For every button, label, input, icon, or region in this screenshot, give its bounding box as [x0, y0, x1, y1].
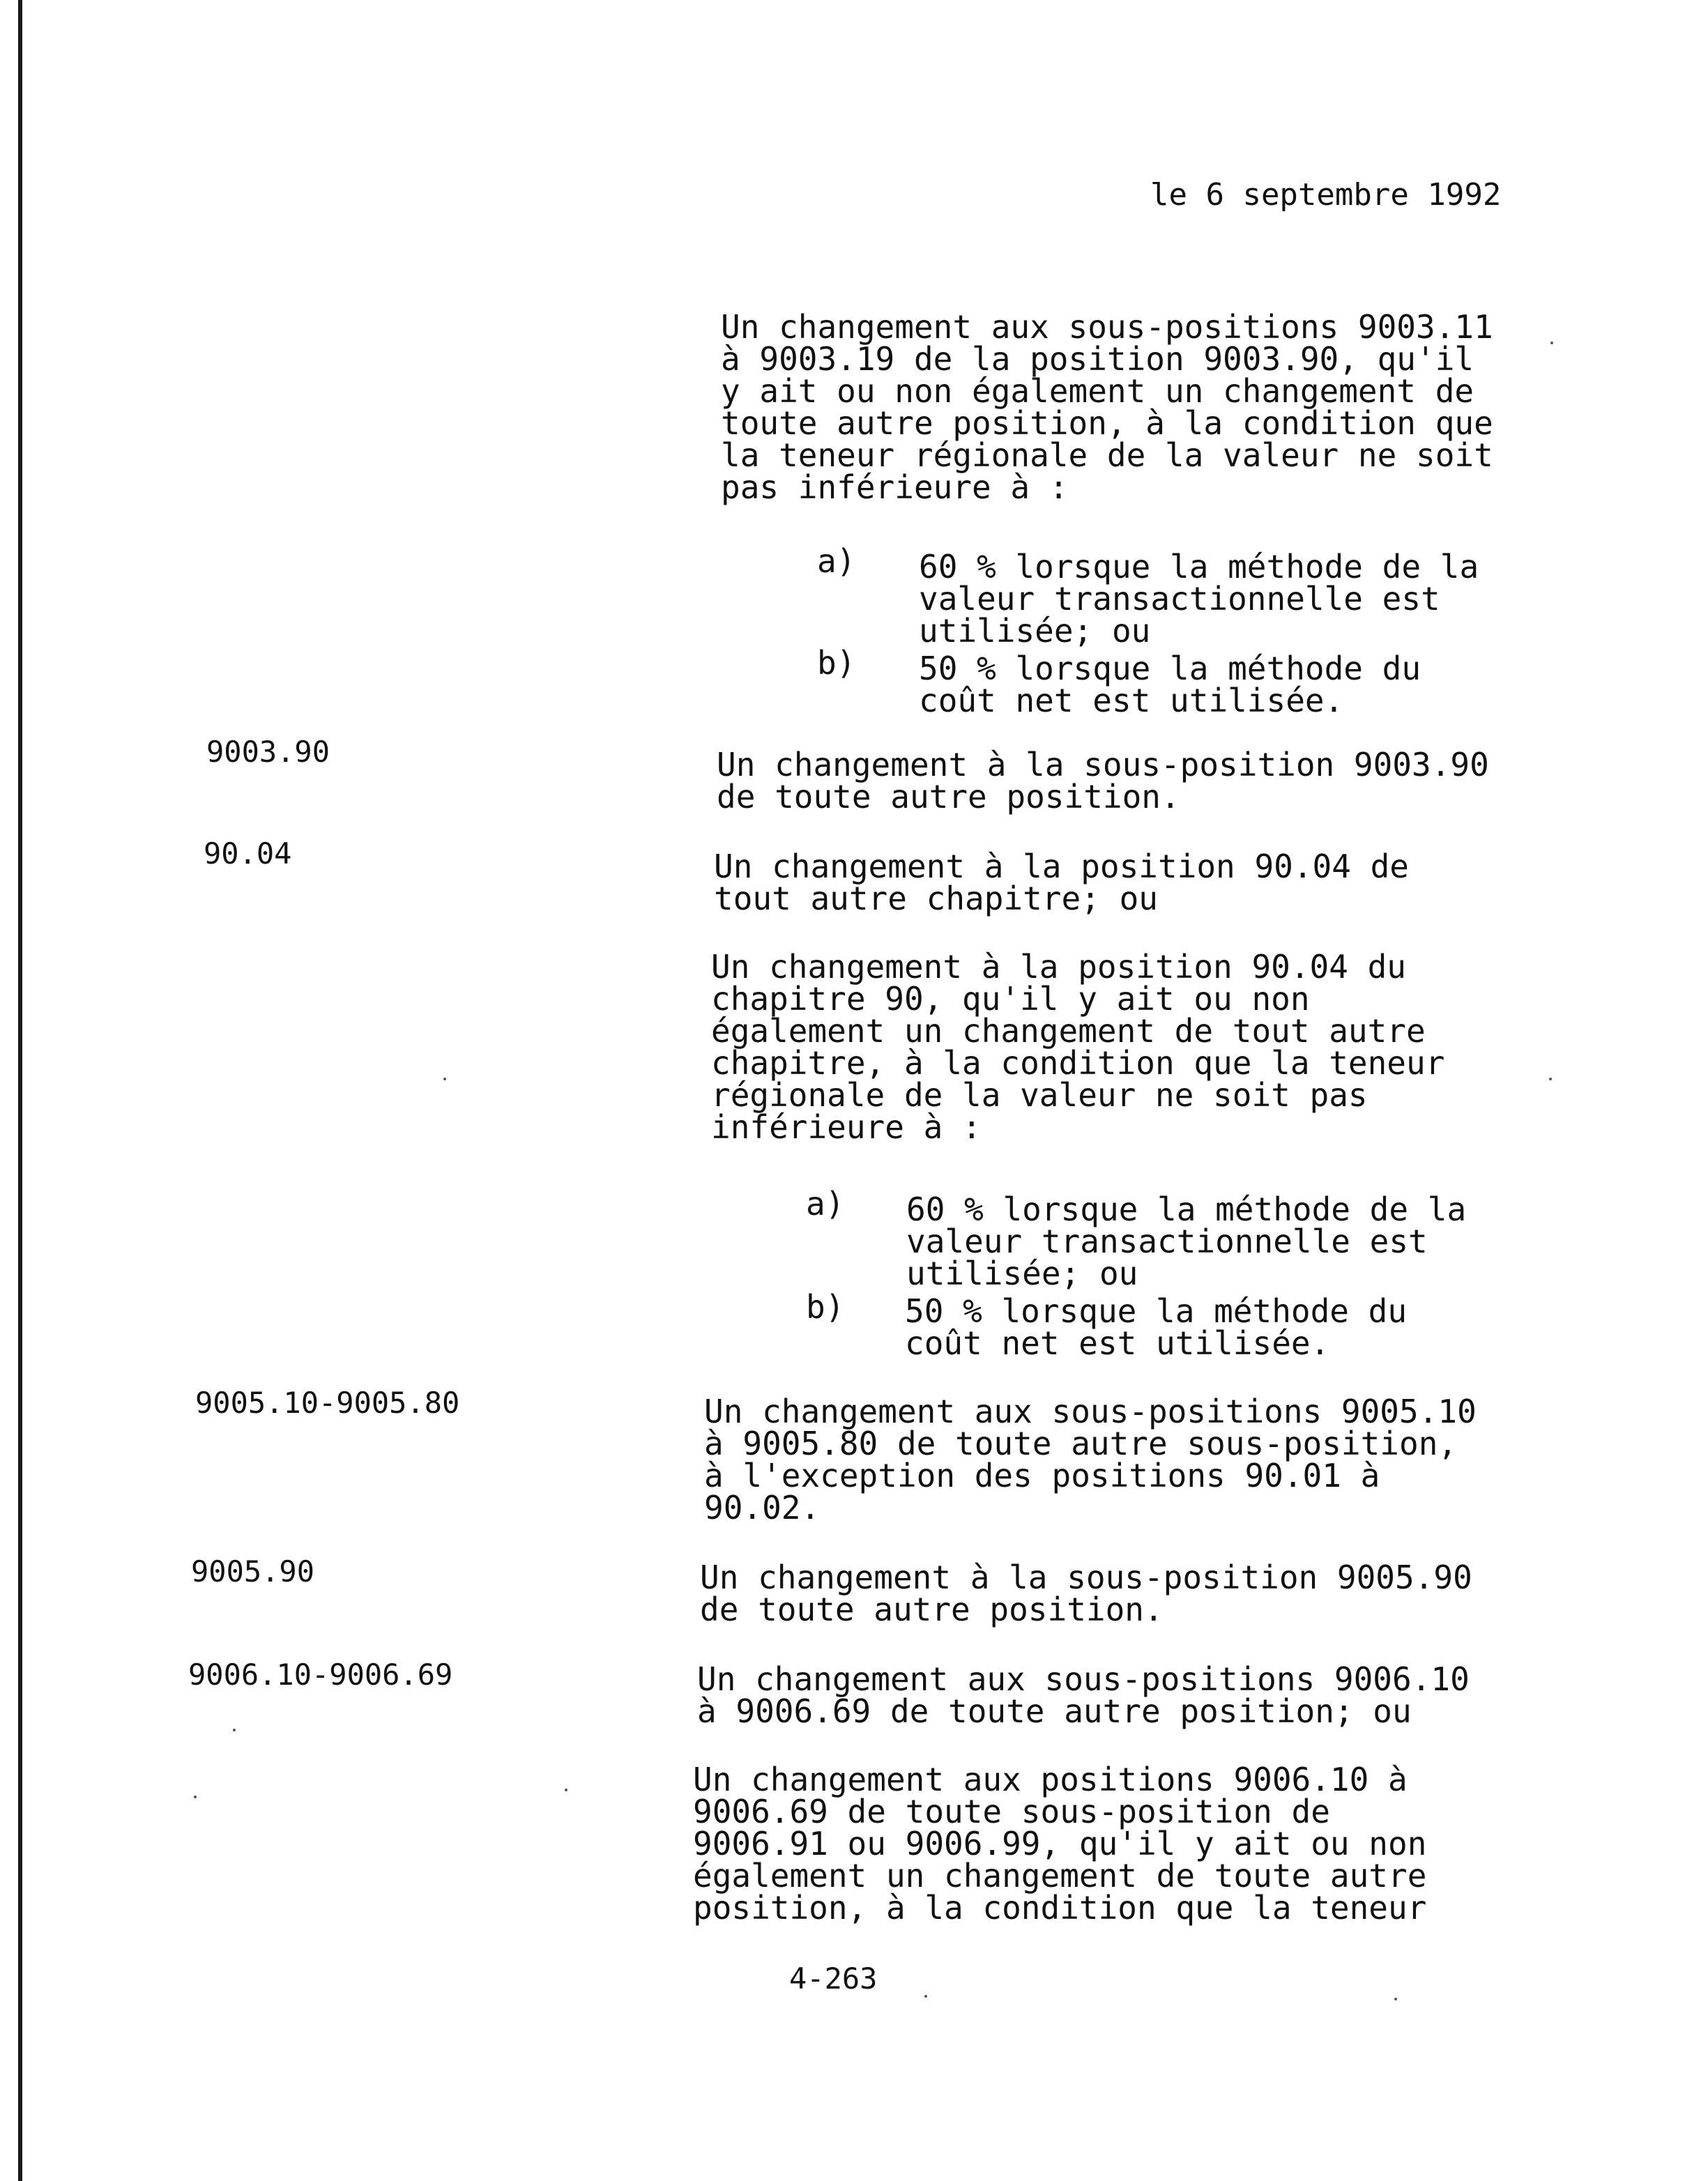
- list-item-text: 50 % lorsque la méthode du coût net est utilisée.: [905, 1292, 1408, 1362]
- scan-speck: [1549, 1078, 1552, 1080]
- list-item-text: 50 % lorsque la méthode du coût net est utilisée.: [919, 650, 1421, 719]
- tariff-code: 9006.10-9006.69: [188, 1658, 453, 1692]
- scan-edge: [0, 0, 25, 2181]
- rule-text: Un changement à la sous-position 9005.90 de toute autre position.: [700, 1559, 1472, 1628]
- scan-speck: [1550, 342, 1553, 344]
- rule-text: Un changement aux positions 9006.10 à 9006.69 de toute sous-position de 9006.91 ou 9006.99, qu'il y ait ou non également un changement de toute autre position, à la condition que la teneur: [693, 1761, 1427, 1927]
- document-date: le 6 septembre 1992: [1150, 177, 1502, 213]
- tariff-code: 9003.90: [206, 735, 330, 769]
- rule-text: Un changement à la sous-position 9003.90 de toute autre position.: [717, 746, 1489, 816]
- scan-speck: [194, 1796, 197, 1798]
- tariff-code: 9005.10-9005.80: [195, 1386, 460, 1420]
- tariff-code: 9005.90: [191, 1554, 315, 1589]
- rule-text: Un changement aux sous-positions 9006.10 à 9006.69 de toute autre position; ou: [697, 1660, 1470, 1730]
- scan-speck: [1394, 1998, 1397, 2000]
- tariff-code: 90.04: [204, 836, 292, 871]
- scan-speck: [924, 1995, 927, 1998]
- rule-text: Un changement aux sous-positions 9005.10 à 9005.80 de toute autre sous-position, à l'exception des positions 90.01 à 90.02.: [704, 1393, 1477, 1526]
- scan-speck: [565, 1789, 567, 1791]
- rule-text: Un changement à la position 90.04 du chapitre 90, qu'il y ait ou non également un changement de tout autre chapitre, à la condition que la teneur régionale de la valeur ne soit pas inférieure à :: [711, 948, 1445, 1146]
- list-item-letter: b): [806, 1288, 845, 1326]
- rule-text: Un changement à la position 90.04 de tout autre chapitre; ou: [714, 848, 1409, 917]
- scan-speck: [443, 1078, 446, 1080]
- list-item-letter: a): [806, 1185, 845, 1223]
- list-item-text: 60 % lorsque la méthode de la valeur transactionnelle est utilisée; ou: [919, 548, 1479, 650]
- scan-speck: [233, 1729, 236, 1731]
- list-item-letter: a): [817, 542, 856, 580]
- rule-text: Un changement aux sous-positions 9003.11 à 9003.19 de la position 9003.90, qu'il y ait ou non également un changement de toute autre position, à la condition que la teneur régionale de la valeur ne soit pas inférieure à :: [721, 308, 1493, 506]
- list-item-letter: b): [817, 644, 856, 682]
- page-number: 4-263: [789, 1961, 878, 1996]
- list-item-text: 60 % lorsque la méthode de la valeur transactionnelle est utilisée; ou: [906, 1191, 1467, 1292]
